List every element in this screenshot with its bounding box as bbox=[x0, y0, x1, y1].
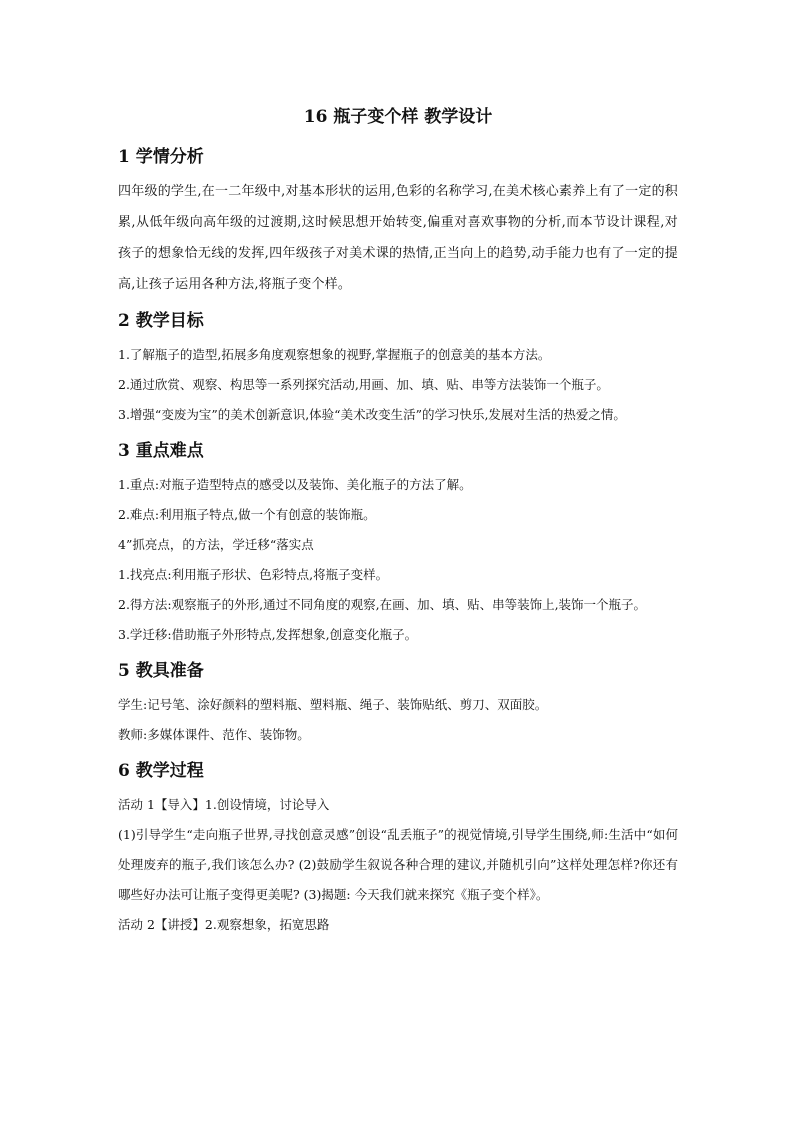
document-page bbox=[118, 104, 678, 940]
paragraph: 3.学迁移:借助瓶子外形特点,发挥想象,创意变化瓶子。 bbox=[118, 627, 418, 642]
paragraph: 3.增强“变废为宝”的美术创新意识,体验“美术改变生活”的学习快乐,发展对生活的热爱之情。 bbox=[118, 407, 626, 422]
document-title: 16 瓶子变个样 教学设计 bbox=[303, 107, 493, 127]
paragraph: 活动 2【讲授】2.观察想象，拓宽思路 bbox=[118, 917, 330, 932]
paragraph: 2.得方法:观察瓶子的外形,通过不同角度的观察,在画、加、填、贴、串等装饰上,装饰一个瓶子。 bbox=[118, 597, 647, 612]
section-heading-5: 5 教具准备 bbox=[118, 661, 204, 681]
section-heading-6: 6 教学过程 bbox=[118, 761, 204, 781]
paragraph: 2.通过欣赏、观察、构思等一系列探究活动,用画、加、填、贴、串等方法装饰一个瓶子。 bbox=[118, 377, 609, 392]
paragraph: 1.重点:对瓶子造型特点的感受以及装饰、美化瓶子的方法了解。 bbox=[118, 477, 472, 492]
paragraph: 教师:多媒体课件、范作、装饰物。 bbox=[118, 727, 310, 742]
paragraph: 四年级的学生,在一二年级中,对基本形状的运用,色彩的名称学习,在美术核心素养上有了一定的积累,从低年级向高年级的过渡期,这时候思想开始转变,偏重对喜欢事物的分析,而本节设计课程,对孩子的想象恰无线的发挥,四年级孩子对美术课的热情,正当向上的趋势,动手能力也有了一定的提高,让孩子运用各种方法,将瓶子变个样。 bbox=[118, 184, 678, 292]
paragraph: 学生:记号笔、涂好颜料的塑料瓶、塑料瓶、绳子、装饰贴纸、剪刀、双面胶。 bbox=[118, 697, 548, 712]
section-heading-1: 1 学情分析 bbox=[118, 147, 204, 167]
paragraph: 1.了解瓶子的造型,拓展多角度观察想象的视野,掌握瓶子的创意美的基本方法。 bbox=[118, 347, 551, 362]
paragraph: 4”抓亮点，的方法，学迁移“落实点 bbox=[118, 537, 314, 552]
paragraph: 2.难点:利用瓶子特点,做一个有创意的装饰瓶。 bbox=[118, 507, 376, 522]
section-heading-2: 2 教学目标 bbox=[118, 311, 204, 331]
paragraph: (1)引导学生“走向瓶子世界,寻找创意灵感”创设“乱丢瓶子”的视觉情境,引导学生围绕,师:生活中“如何处理废弃的瓶子,我们该怎么办? (2)鼓励学生叙说各种合理的建议,并随机引向”这样处理怎样?你还有哪些好办法可让瓶子变得更美呢? (3)揭题: 今天我们就来探究《瓶子变个样》。 bbox=[118, 827, 678, 902]
section-heading-3: 3 重点难点 bbox=[118, 441, 204, 461]
paragraph: 活动 1【导入】1.创设情境，讨论导入 bbox=[118, 797, 330, 812]
paragraph: 1.找亮点:利用瓶子形状、色彩特点,将瓶子变样。 bbox=[118, 567, 389, 582]
